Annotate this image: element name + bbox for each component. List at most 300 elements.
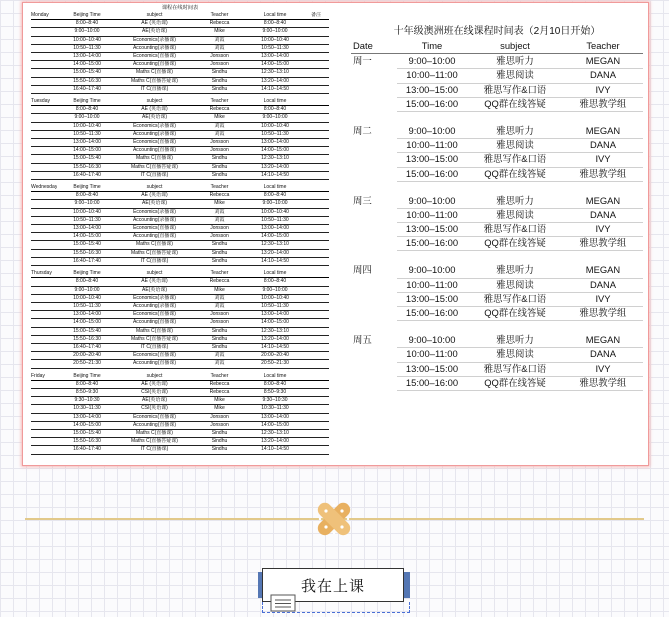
section-tab[interactable] bbox=[258, 568, 410, 615]
table-cell: Rebecca bbox=[192, 20, 247, 28]
table-row bbox=[31, 294, 329, 302]
table-cell: 10:50–11:30 bbox=[57, 302, 117, 310]
table-cell: Maths C(直播课) bbox=[117, 69, 192, 77]
table-cell bbox=[303, 335, 329, 343]
table-cell: Maths C(直播答疑课) bbox=[117, 77, 192, 85]
table-row bbox=[31, 388, 329, 396]
table-cell: AE (英语课) bbox=[117, 380, 192, 388]
timetable-time: 15:00–16:00 bbox=[397, 236, 467, 251]
row-spacer bbox=[31, 311, 57, 319]
row-spacer bbox=[31, 69, 57, 77]
table-cell: 刘霞 bbox=[192, 352, 247, 360]
timetable-header-row bbox=[351, 39, 643, 54]
row-spacer bbox=[31, 319, 57, 327]
table-cell: Sindhu bbox=[192, 69, 247, 77]
table-cell: Sindhu bbox=[192, 343, 247, 351]
timetable-teacher: IVY bbox=[563, 222, 643, 237]
row-spacer bbox=[31, 225, 57, 233]
timetable-time: 10:00–11:00 bbox=[397, 347, 467, 362]
table-cell: 8:00–8:40 bbox=[57, 380, 117, 388]
section-tab-label[interactable]: 我在上课 bbox=[262, 568, 404, 602]
timetable-teacher: DANA bbox=[563, 68, 643, 83]
timetable-subject: 雅思写作&口语 bbox=[467, 362, 563, 377]
table-cell: 10:50–11:30 bbox=[57, 216, 117, 224]
timetable-body bbox=[351, 54, 643, 390]
column-header: Teacher bbox=[192, 12, 247, 20]
timetable-day bbox=[351, 138, 397, 153]
row-spacer bbox=[31, 155, 57, 163]
timetable-day bbox=[351, 376, 397, 391]
table-cell: 15:00–15:40 bbox=[57, 69, 117, 77]
timetable-time: 10:00–11:00 bbox=[397, 68, 467, 83]
table-cell: 14:00–15:00 bbox=[247, 233, 303, 241]
column-header bbox=[303, 373, 329, 381]
table-row bbox=[31, 20, 329, 28]
table-cell: 9:00–10:00 bbox=[57, 200, 117, 208]
table-cell: 10:00–10:40 bbox=[247, 208, 303, 216]
table-row bbox=[31, 200, 329, 208]
table-cell bbox=[303, 421, 329, 429]
table-cell: 8:00–8:40 bbox=[247, 380, 303, 388]
timetable-teacher: MEGAN bbox=[563, 194, 643, 209]
table-row bbox=[31, 343, 329, 351]
timetable-row bbox=[351, 222, 643, 236]
table-cell bbox=[303, 147, 329, 155]
day-header-row bbox=[31, 12, 329, 20]
table-row bbox=[31, 163, 329, 171]
table-cell bbox=[303, 233, 329, 241]
table-cell: AE (英语课) bbox=[117, 20, 192, 28]
table-cell: 13:00–14:00 bbox=[57, 311, 117, 319]
row-spacer bbox=[31, 122, 57, 130]
row-spacer bbox=[31, 413, 57, 421]
row-spacer bbox=[31, 405, 57, 413]
table-cell: 刘霞 bbox=[192, 36, 247, 44]
table-cell: 20:00–20:40 bbox=[247, 352, 303, 360]
table-row bbox=[31, 147, 329, 155]
column-header: subject bbox=[117, 270, 192, 278]
timetable-time: 10:00–11:00 bbox=[397, 278, 467, 293]
table-cell: 9:30–10:30 bbox=[57, 397, 117, 405]
table-cell bbox=[303, 171, 329, 179]
table-cell: 9:00–10:00 bbox=[247, 200, 303, 208]
row-spacer bbox=[31, 130, 57, 138]
table-cell bbox=[303, 139, 329, 147]
table-cell bbox=[303, 429, 329, 437]
timetable-day bbox=[351, 222, 397, 237]
row-spacer bbox=[31, 343, 57, 351]
row-spacer bbox=[31, 163, 57, 171]
table-row bbox=[31, 438, 329, 446]
row-spacer bbox=[31, 77, 57, 85]
timetable-time: 9:00–10:00 bbox=[397, 333, 467, 348]
table-cell: 13:20–14:00 bbox=[247, 77, 303, 85]
table-cell: Jonsson bbox=[192, 53, 247, 61]
table-cell bbox=[303, 249, 329, 257]
row-spacer bbox=[31, 36, 57, 44]
table-cell: Accounting(直播课) bbox=[117, 61, 192, 69]
table-cell bbox=[303, 163, 329, 171]
column-header: subject bbox=[117, 373, 192, 381]
day-schedule-thursday bbox=[31, 270, 329, 368]
table-cell: AE(英语课) bbox=[117, 397, 192, 405]
table-cell: 15:00–15:40 bbox=[57, 327, 117, 335]
document-icon bbox=[270, 594, 296, 612]
table-cell: 13:00–14:00 bbox=[247, 311, 303, 319]
table-cell: Jonsson bbox=[192, 413, 247, 421]
timetable-subject: 雅思听力 bbox=[467, 54, 563, 69]
table-cell: 8:00–8:40 bbox=[57, 278, 117, 286]
table-cell: 14:00–15:00 bbox=[57, 319, 117, 327]
timetable-day bbox=[351, 208, 397, 223]
timetable-time: 10:00–11:00 bbox=[397, 138, 467, 153]
table-cell: 15:00–15:40 bbox=[57, 155, 117, 163]
table-cell bbox=[303, 61, 329, 69]
timetable-teacher: 雅思教学组 bbox=[563, 306, 643, 321]
table-cell: 14:10–14:50 bbox=[247, 171, 303, 179]
table-cell bbox=[303, 257, 329, 265]
day-gap bbox=[351, 250, 643, 263]
table-cell: 10:00–10:40 bbox=[247, 36, 303, 44]
column-header: Beijing Time bbox=[57, 270, 117, 278]
table-cell: 14:00–15:00 bbox=[247, 147, 303, 155]
knot-ornament-icon bbox=[312, 497, 356, 541]
table-row bbox=[31, 44, 329, 52]
table-cell: 10:30–11:30 bbox=[57, 405, 117, 413]
weekly-schedule-document bbox=[31, 5, 329, 459]
table-cell: Jonsson bbox=[192, 311, 247, 319]
table-cell: 13:00–14:00 bbox=[247, 413, 303, 421]
row-spacer bbox=[31, 216, 57, 224]
table-row bbox=[31, 446, 329, 454]
table-cell: 13:20–14:00 bbox=[247, 438, 303, 446]
day-gap bbox=[351, 320, 643, 333]
timetable-day bbox=[351, 278, 397, 293]
table-cell: Economics(直播课) bbox=[117, 225, 192, 233]
timetable-day bbox=[351, 362, 397, 377]
timetable-time: 13:00–15:00 bbox=[397, 362, 467, 377]
table-cell bbox=[303, 405, 329, 413]
timetable-subject: 雅思听力 bbox=[467, 263, 563, 278]
table-cell: 15:50–16:30 bbox=[57, 163, 117, 171]
day-name: Wednesday bbox=[31, 184, 57, 191]
table-cell: Rebecca bbox=[192, 106, 247, 114]
table-row bbox=[31, 130, 329, 138]
row-spacer bbox=[31, 44, 57, 52]
table-row bbox=[31, 352, 329, 360]
table-cell: 16:40–17:40 bbox=[57, 257, 117, 265]
table-cell: 15:00–15:40 bbox=[57, 429, 117, 437]
table-cell: 刘霞 bbox=[192, 302, 247, 310]
table-row bbox=[31, 216, 329, 224]
table-row bbox=[31, 421, 329, 429]
table-cell bbox=[303, 130, 329, 138]
row-spacer bbox=[31, 327, 57, 335]
timetable-time: 13:00–15:00 bbox=[397, 222, 467, 237]
table-cell: 8:00–8:40 bbox=[57, 106, 117, 114]
table-cell: AE(英语课) bbox=[117, 200, 192, 208]
timetable-subject: 雅思写作&口语 bbox=[467, 83, 563, 98]
timetable-subject: QQ群在线答疑 bbox=[467, 97, 563, 112]
column-header: Local time bbox=[247, 98, 303, 106]
row-spacer bbox=[31, 241, 57, 249]
table-cell: 16:40–17:40 bbox=[57, 171, 117, 179]
table-cell: CSI(英语课) bbox=[117, 405, 192, 413]
table-cell: 14:00–15:00 bbox=[57, 233, 117, 241]
timetable-day bbox=[351, 167, 397, 182]
column-header: 备注 bbox=[303, 12, 329, 20]
table-cell bbox=[303, 438, 329, 446]
timetable-row bbox=[351, 347, 643, 361]
timetable-teacher: 雅思教学组 bbox=[563, 97, 643, 112]
table-cell: Jonsson bbox=[192, 319, 247, 327]
timetable-row bbox=[351, 278, 643, 292]
table-cell bbox=[303, 319, 329, 327]
table-cell: Mike bbox=[192, 286, 247, 294]
column-header bbox=[303, 98, 329, 106]
table-cell: 刘霞 bbox=[192, 130, 247, 138]
table-row bbox=[31, 360, 329, 368]
table-row bbox=[31, 380, 329, 388]
table-cell: Sindhu bbox=[192, 171, 247, 179]
timetable-row bbox=[351, 152, 643, 166]
timetable-teacher: IVY bbox=[563, 362, 643, 377]
table-row bbox=[31, 286, 329, 294]
table-cell: 9:00–10:00 bbox=[247, 28, 303, 36]
day-header-row bbox=[31, 184, 329, 192]
table-cell: 14:10–14:50 bbox=[247, 85, 303, 93]
table-cell: 14:00–15:00 bbox=[247, 61, 303, 69]
day-gap bbox=[351, 111, 643, 124]
table-cell: Accounting(录播课) bbox=[117, 130, 192, 138]
timetable-row bbox=[351, 263, 643, 277]
table-row bbox=[31, 208, 329, 216]
timetable-subject: QQ群在线答疑 bbox=[467, 236, 563, 251]
column-header bbox=[303, 184, 329, 192]
table-cell: 刘霞 bbox=[192, 208, 247, 216]
timetable-subject: 雅思阅读 bbox=[467, 278, 563, 293]
day-gap bbox=[351, 181, 643, 194]
schedule-image-frame bbox=[22, 2, 649, 466]
table-cell: 14:00–15:00 bbox=[247, 421, 303, 429]
row-spacer bbox=[31, 421, 57, 429]
table-cell: Rebecca bbox=[192, 278, 247, 286]
table-cell: 13:00–14:00 bbox=[57, 413, 117, 421]
table-cell: Sindhu bbox=[192, 446, 247, 454]
column-header: subject bbox=[117, 184, 192, 192]
day-table bbox=[31, 12, 329, 94]
table-cell: 刘霞 bbox=[192, 360, 247, 368]
table-cell: Mike bbox=[192, 405, 247, 413]
row-spacer bbox=[31, 397, 57, 405]
table-row bbox=[31, 302, 329, 310]
table-cell: 10:00–10:40 bbox=[57, 208, 117, 216]
day-table bbox=[31, 184, 329, 266]
table-row bbox=[31, 405, 329, 413]
table-cell: 9:00–10:00 bbox=[247, 286, 303, 294]
table-cell: Mike bbox=[192, 28, 247, 36]
table-cell: Maths C(直播答疑课) bbox=[117, 163, 192, 171]
table-cell: 13:20–14:00 bbox=[247, 163, 303, 171]
table-cell: 9:00–10:00 bbox=[57, 114, 117, 122]
table-cell: 14:10–14:50 bbox=[247, 446, 303, 454]
table-cell: Sindhu bbox=[192, 327, 247, 335]
timetable-time: 15:00–16:00 bbox=[397, 306, 467, 321]
table-cell: AE(英语课) bbox=[117, 114, 192, 122]
table-cell: AE (英语课) bbox=[117, 106, 192, 114]
table-row bbox=[31, 36, 329, 44]
timetable-row bbox=[351, 362, 643, 376]
table-row bbox=[31, 77, 329, 85]
table-cell: IT C(直播课) bbox=[117, 343, 192, 351]
table-cell: 10:00–10:40 bbox=[57, 36, 117, 44]
table-row bbox=[31, 114, 329, 122]
table-cell: 10:00–10:40 bbox=[247, 294, 303, 302]
table-cell: 15:50–16:30 bbox=[57, 77, 117, 85]
timetable-time: 10:00–11:00 bbox=[397, 208, 467, 223]
table-cell: Economics(直播课) bbox=[117, 53, 192, 61]
timetable-day bbox=[351, 306, 397, 321]
table-cell: 8:00–8:40 bbox=[247, 278, 303, 286]
day-name: Tuesday bbox=[31, 98, 57, 106]
table-cell bbox=[303, 114, 329, 122]
table-cell: 12:30–13:10 bbox=[247, 241, 303, 249]
table-cell: 刘霞 bbox=[192, 294, 247, 302]
timetable-time: 15:00–16:00 bbox=[397, 167, 467, 182]
timetable-row bbox=[351, 194, 643, 208]
table-cell: Maths C(直播课) bbox=[117, 327, 192, 335]
table-cell bbox=[303, 286, 329, 294]
column-header: subject bbox=[117, 12, 192, 20]
timetable-time: 13:00–15:00 bbox=[397, 152, 467, 167]
table-cell: Rebecca bbox=[192, 192, 247, 200]
table-cell: Economics(录播课) bbox=[117, 36, 192, 44]
timetable-day bbox=[351, 83, 397, 98]
table-cell: 8:50–9:30 bbox=[247, 388, 303, 396]
table-cell: 10:00–10:40 bbox=[247, 122, 303, 130]
table-cell: Accounting(直播课) bbox=[117, 421, 192, 429]
table-cell: Jonsson bbox=[192, 233, 247, 241]
column-header: Teacher bbox=[192, 184, 247, 192]
table-cell: IT C(直播课) bbox=[117, 85, 192, 93]
table-cell: Mike bbox=[192, 397, 247, 405]
table-cell bbox=[303, 200, 329, 208]
column-header: Beijing Time bbox=[57, 98, 117, 106]
table-cell: Sindhu bbox=[192, 249, 247, 257]
table-cell: AE (英语课) bbox=[117, 278, 192, 286]
table-cell bbox=[303, 77, 329, 85]
table-cell: Maths C(直播答疑课) bbox=[117, 335, 192, 343]
table-cell: 12:30–13:10 bbox=[247, 155, 303, 163]
table-cell: Accounting(录播课) bbox=[117, 44, 192, 52]
timetable-time: 15:00–16:00 bbox=[397, 97, 467, 112]
column-header: Teacher bbox=[192, 373, 247, 381]
timetable-subject: 雅思阅读 bbox=[467, 208, 563, 223]
timetable-row bbox=[351, 97, 643, 111]
table-cell bbox=[303, 380, 329, 388]
table-cell: 刘霞 bbox=[192, 216, 247, 224]
table-cell: Economics(直播课) bbox=[117, 352, 192, 360]
table-cell: 13:00–14:00 bbox=[57, 225, 117, 233]
table-cell bbox=[303, 327, 329, 335]
timetable-time: 13:00–15:00 bbox=[397, 83, 467, 98]
table-cell bbox=[303, 208, 329, 216]
table-cell: Jonsson bbox=[192, 61, 247, 69]
row-spacer bbox=[31, 249, 57, 257]
timetable-day: 周五 bbox=[353, 334, 372, 346]
header-date: Date bbox=[353, 40, 373, 51]
table-cell bbox=[303, 225, 329, 233]
table-row bbox=[31, 319, 329, 327]
table-cell: 13:00–14:00 bbox=[247, 225, 303, 233]
table-cell: Economics(直播课) bbox=[117, 311, 192, 319]
day-table bbox=[31, 373, 329, 455]
table-cell: 刘霞 bbox=[192, 122, 247, 130]
column-header bbox=[303, 270, 329, 278]
table-row bbox=[31, 28, 329, 36]
column-header: Local time bbox=[247, 12, 303, 20]
table-cell: 8:00–8:40 bbox=[57, 20, 117, 28]
table-cell: 13:00–14:00 bbox=[57, 53, 117, 61]
table-cell: Accounting(直播课) bbox=[117, 360, 192, 368]
table-cell: Sindhu bbox=[192, 335, 247, 343]
row-spacer bbox=[31, 53, 57, 61]
table-row bbox=[31, 192, 329, 200]
timetable-row bbox=[351, 208, 643, 222]
timetable-row bbox=[351, 236, 643, 250]
table-cell: Jonsson bbox=[192, 225, 247, 233]
table-cell bbox=[303, 352, 329, 360]
timetable-time: 15:00–16:00 bbox=[397, 376, 467, 391]
table-cell bbox=[303, 302, 329, 310]
table-cell: Sindhu bbox=[192, 163, 247, 171]
table-cell: 10:00–10:40 bbox=[57, 122, 117, 130]
table-row bbox=[31, 397, 329, 405]
table-cell bbox=[303, 311, 329, 319]
row-spacer bbox=[31, 335, 57, 343]
table-cell: Accounting(录播课) bbox=[117, 302, 192, 310]
table-row bbox=[31, 233, 329, 241]
timetable-row bbox=[351, 376, 643, 390]
timetable-row bbox=[351, 124, 643, 138]
table-cell bbox=[303, 28, 329, 36]
row-spacer bbox=[31, 388, 57, 396]
table-cell: 刘霞 bbox=[192, 44, 247, 52]
table-row bbox=[31, 225, 329, 233]
row-spacer bbox=[31, 208, 57, 216]
table-cell: Maths C(直播答疑课) bbox=[117, 438, 192, 446]
table-row bbox=[31, 122, 329, 130]
table-cell bbox=[303, 446, 329, 454]
row-spacer bbox=[31, 192, 57, 200]
table-cell: Jonsson bbox=[192, 139, 247, 147]
timetable-row bbox=[351, 83, 643, 97]
table-cell bbox=[303, 69, 329, 77]
table-cell: Accounting(录播课) bbox=[117, 216, 192, 224]
table-cell: Economics(直播课) bbox=[117, 413, 192, 421]
table-cell: 13:00–14:00 bbox=[57, 139, 117, 147]
timetable-subject: 雅思阅读 bbox=[467, 347, 563, 362]
timetable-row bbox=[351, 306, 643, 320]
table-row bbox=[31, 335, 329, 343]
table-row bbox=[31, 69, 329, 77]
table-row bbox=[31, 241, 329, 249]
table-cell: 13:20–14:00 bbox=[247, 249, 303, 257]
table-cell: 20:00–20:40 bbox=[57, 352, 117, 360]
day-schedule-wednesday bbox=[31, 184, 329, 266]
day-schedule-friday bbox=[31, 373, 329, 455]
table-cell: Maths C(直播课) bbox=[117, 155, 192, 163]
